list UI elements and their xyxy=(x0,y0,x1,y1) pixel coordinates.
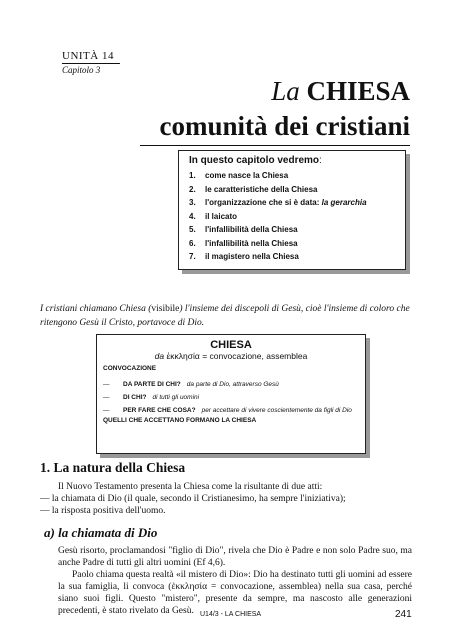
title-divider xyxy=(140,145,410,146)
section-paragraph xyxy=(40,481,412,517)
page-number: 241 xyxy=(395,609,412,620)
unit-divider xyxy=(62,63,120,64)
row-dash: — xyxy=(103,394,110,401)
convocation-row xyxy=(103,404,359,417)
definition-etymology xyxy=(103,351,359,361)
intro-text-2: ) l'insieme dei discepoli di Gesù, cioè l'insieme di coloro che ritengono Gesù il Cristo, portavoce di Dio. xyxy=(40,304,410,328)
toc-item xyxy=(189,183,395,197)
row-question: PER FARE CHE COSA? xyxy=(123,407,196,414)
convocation-row xyxy=(103,391,359,404)
toc-number: 7. xyxy=(189,252,196,261)
row-question: DA PARTE DI CHI? xyxy=(123,381,181,388)
convocation-row xyxy=(103,378,359,391)
toc-number: 3. xyxy=(189,198,196,207)
page-title xyxy=(271,76,410,107)
contents-heading xyxy=(189,155,395,166)
running-footer: U14/3 - LA CHIESA xyxy=(200,611,262,618)
toc-item xyxy=(189,169,395,183)
row-answer: da parte di Dio, attraverso Gesù xyxy=(186,381,279,388)
contents-heading-text: In questo capitolo vedremo xyxy=(189,155,320,166)
toc-text: il laicato xyxy=(205,211,238,221)
toc-item xyxy=(189,223,395,237)
toc-text: il magistero nella Chiesa xyxy=(205,252,299,261)
definition-box xyxy=(96,334,366,454)
page-subtitle: comunità dei cristiani xyxy=(159,111,410,141)
chapter-contents-box xyxy=(178,150,406,270)
toc-text: le caratteristiche della Chiesa xyxy=(205,184,318,194)
toc-text: l'organizzazione che si è data: xyxy=(205,198,320,207)
intro-text-1: I cristiani chiamano Chiesa ( xyxy=(40,304,152,314)
subsection-body xyxy=(58,545,412,617)
intro-paragraph xyxy=(40,302,412,330)
title-main: CHIESA xyxy=(306,76,410,106)
definition-title: CHIESA xyxy=(210,339,252,351)
convocation-footer: QUELLI CHE ACCETTANO FORMANO LA CHIESA xyxy=(103,417,257,424)
unit-label: UNITÀ 14 xyxy=(62,50,114,62)
body-paragraph: Gesù risorto, proclamandosi "figlio di Dio", rivela che Dio è Padre e non solo Padre suo, ma anche Padre di tutti gli altri uomini (Ef 4,6). xyxy=(58,546,412,568)
etymology-greek: ἐκκλησία xyxy=(166,351,200,361)
section-line: — la risposta positiva dell'uomo. xyxy=(40,506,166,516)
row-dash: — xyxy=(103,381,110,388)
toc-text-emphasis: la gerarchia xyxy=(321,198,367,207)
title-article: La xyxy=(271,76,300,106)
toc-number: 2. xyxy=(189,184,196,194)
toc-number: 4. xyxy=(189,211,196,221)
row-answer: per accettare di vivere coscientemente da figli di Dio xyxy=(201,407,352,414)
intro-text-visibile: visibile xyxy=(151,304,180,314)
toc-item xyxy=(189,250,395,264)
toc-number: 5. xyxy=(189,225,196,234)
etymology-meaning: = convocazione, assemblea xyxy=(202,351,308,361)
toc-item xyxy=(189,237,395,251)
section-line: — la chiamata di Dio (il quale, secondo il Cristianesimo, ha sempre l'iniziativa); xyxy=(40,494,346,504)
section-heading: 1. La natura della Chiesa xyxy=(40,460,186,475)
toc-text: l'infallibilità nella Chiesa xyxy=(205,238,298,248)
row-question: DI CHI? xyxy=(123,394,147,401)
body-paragraph: Paolo chiama questa realtà «il mistero di Dio»: Dio ha destinato tutti gli uomini ad essere la sua famiglia, li convoca (ἐκκλησία = convocazione, assemblea) nella sua casa, perché siano suoi figli. Questo "mistero", presente da sempre, ma nascosto alle generazioni precedenti, è stato rivelato da Gesù. xyxy=(58,570,412,616)
convocation-heading: CONVOCAZIONE xyxy=(103,365,157,372)
etymology-da: da xyxy=(154,351,165,361)
row-answer: di tutti gli uomini xyxy=(152,394,200,401)
chapter-label: Capitolo 3 xyxy=(62,65,101,75)
toc-item xyxy=(189,210,395,224)
contents-heading-colon: : xyxy=(319,155,322,166)
subsection-heading: a) la chiamata di Dio xyxy=(44,525,158,540)
row-dash: — xyxy=(103,407,110,414)
section-line: Il Nuovo Testamento presenta la Chiesa come la risultante di due atti: xyxy=(58,482,323,492)
toc-number: 1. xyxy=(189,171,196,180)
toc-number: 6. xyxy=(189,238,196,248)
toc-item xyxy=(189,196,395,210)
toc-text: l'infallibilità della Chiesa xyxy=(205,225,298,234)
toc-text: come nasce la Chiesa xyxy=(205,171,289,180)
